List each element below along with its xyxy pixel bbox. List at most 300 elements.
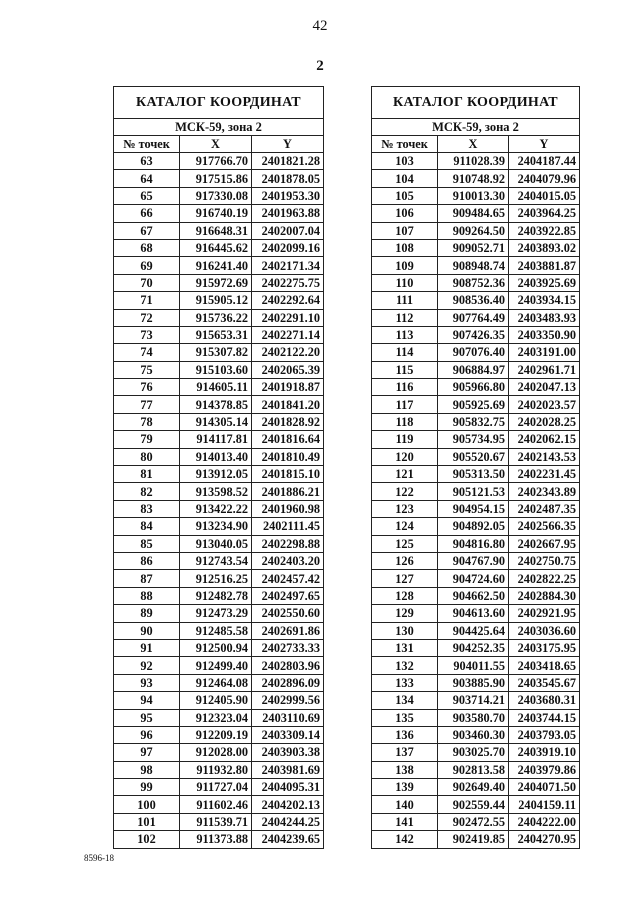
x-coordinate-cell: 906884.97 — [438, 361, 509, 378]
catalog-title: КАТАЛОГ КООРДИНАТ — [114, 87, 324, 119]
y-coordinate-cell: 2402298.88 — [252, 535, 324, 552]
x-coordinate-cell: 905313.50 — [438, 466, 509, 483]
point-number-cell: 124 — [372, 518, 438, 535]
table-row — [114, 605, 324, 622]
point-number-cell: 63 — [114, 153, 180, 170]
x-coordinate-cell: 917766.70 — [180, 153, 252, 170]
y-coordinate-cell: 2403925.69 — [509, 274, 580, 291]
y-coordinate-cell: 2402457.42 — [252, 570, 324, 587]
y-coordinate-cell: 2404270.95 — [509, 831, 580, 848]
y-coordinate-cell: 2401816.64 — [252, 431, 324, 448]
table-row — [114, 153, 324, 170]
point-number-cell: 135 — [372, 709, 438, 726]
coordinate-system-label: МСК-59, зона 2 — [114, 119, 324, 136]
x-coordinate-cell: 911373.88 — [180, 831, 252, 848]
page-number: 42 — [312, 18, 328, 34]
x-coordinate-cell: 904954.15 — [438, 500, 509, 517]
document-code: 8596-18 — [84, 853, 114, 863]
x-coordinate-cell: 917330.08 — [180, 187, 252, 204]
point-number-cell: 71 — [114, 292, 180, 309]
point-number-cell: 92 — [114, 657, 180, 674]
point-number-cell: 103 — [372, 153, 438, 170]
y-coordinate-cell: 2401841.20 — [252, 396, 324, 413]
point-number-cell: 121 — [372, 466, 438, 483]
point-number-cell: 70 — [114, 274, 180, 291]
x-coordinate-cell: 903714.21 — [438, 692, 509, 709]
y-coordinate-cell: 2404239.65 — [252, 831, 324, 848]
column-header-point-number: № точек — [114, 136, 180, 153]
table-row — [114, 379, 324, 396]
point-number-cell: 125 — [372, 535, 438, 552]
y-coordinate-cell: 2403981.69 — [252, 761, 324, 778]
table-row — [114, 779, 324, 796]
point-number-cell: 120 — [372, 448, 438, 465]
y-coordinate-cell: 2403919.10 — [509, 744, 580, 761]
y-coordinate-cell: 2403893.02 — [509, 239, 580, 256]
table-row — [372, 813, 580, 830]
x-coordinate-cell: 905925.69 — [438, 396, 509, 413]
y-coordinate-cell: 2402231.45 — [509, 466, 580, 483]
table-row — [114, 431, 324, 448]
x-coordinate-cell: 912473.29 — [180, 605, 252, 622]
y-coordinate-cell: 2402733.33 — [252, 639, 324, 656]
x-coordinate-cell: 914305.14 — [180, 413, 252, 430]
x-coordinate-cell: 908948.74 — [438, 257, 509, 274]
x-coordinate-cell: 911539.71 — [180, 813, 252, 830]
point-number-cell: 132 — [372, 657, 438, 674]
table-row — [372, 796, 580, 813]
point-number-cell: 108 — [372, 239, 438, 256]
y-coordinate-cell: 2403922.85 — [509, 222, 580, 239]
point-number-cell: 113 — [372, 326, 438, 343]
x-coordinate-cell: 907076.40 — [438, 344, 509, 361]
y-coordinate-cell: 2402691.86 — [252, 622, 324, 639]
table-row — [372, 187, 580, 204]
point-number-cell: 73 — [114, 326, 180, 343]
y-coordinate-cell: 2401918.87 — [252, 379, 324, 396]
table-row — [114, 709, 324, 726]
y-coordinate-cell: 2404222.00 — [509, 813, 580, 830]
x-coordinate-cell: 911727.04 — [180, 779, 252, 796]
point-number-cell: 98 — [114, 761, 180, 778]
x-coordinate-cell: 915103.60 — [180, 361, 252, 378]
point-number-cell: 115 — [372, 361, 438, 378]
table-row — [114, 622, 324, 639]
y-coordinate-cell: 2404071.50 — [509, 779, 580, 796]
point-number-cell: 114 — [372, 344, 438, 361]
x-coordinate-cell: 904816.80 — [438, 535, 509, 552]
y-coordinate-cell: 2402822.25 — [509, 570, 580, 587]
point-number-cell: 90 — [114, 622, 180, 639]
table-row — [372, 570, 580, 587]
table-row — [372, 361, 580, 378]
column-header-y: Y — [252, 136, 324, 153]
y-coordinate-cell: 2402896.09 — [252, 674, 324, 691]
coordinate-system-label: МСК-59, зона 2 — [372, 119, 580, 136]
x-coordinate-cell: 908536.40 — [438, 292, 509, 309]
x-coordinate-cell: 905121.53 — [438, 483, 509, 500]
point-number-cell: 142 — [372, 831, 438, 848]
y-coordinate-cell: 2402292.64 — [252, 292, 324, 309]
column-header-x: X — [180, 136, 252, 153]
point-number-cell: 139 — [372, 779, 438, 796]
x-coordinate-cell: 905966.80 — [438, 379, 509, 396]
table-row — [114, 552, 324, 569]
y-coordinate-cell: 2403744.15 — [509, 709, 580, 726]
point-number-cell: 77 — [114, 396, 180, 413]
y-coordinate-cell: 2403903.38 — [252, 744, 324, 761]
coordinate-catalog-table-right — [371, 86, 580, 849]
y-coordinate-cell: 2403418.65 — [509, 657, 580, 674]
table-row — [372, 483, 580, 500]
x-coordinate-cell: 903025.70 — [438, 744, 509, 761]
x-coordinate-cell: 912209.19 — [180, 726, 252, 743]
point-number-cell: 100 — [114, 796, 180, 813]
y-coordinate-cell: 2402961.71 — [509, 361, 580, 378]
x-coordinate-cell: 914378.85 — [180, 396, 252, 413]
x-coordinate-cell: 912499.40 — [180, 657, 252, 674]
table-row — [114, 761, 324, 778]
y-coordinate-cell: 2403309.14 — [252, 726, 324, 743]
y-coordinate-cell: 2402007.04 — [252, 222, 324, 239]
point-number-cell: 137 — [372, 744, 438, 761]
x-coordinate-cell: 911932.80 — [180, 761, 252, 778]
table-row — [114, 692, 324, 709]
table-row — [372, 692, 580, 709]
x-coordinate-cell: 915653.31 — [180, 326, 252, 343]
point-number-cell: 81 — [114, 466, 180, 483]
y-coordinate-cell: 2402062.15 — [509, 431, 580, 448]
y-coordinate-cell: 2402550.60 — [252, 605, 324, 622]
point-number-cell: 69 — [114, 257, 180, 274]
table-row — [114, 361, 324, 378]
table-row — [114, 239, 324, 256]
x-coordinate-cell: 903580.70 — [438, 709, 509, 726]
table-row — [114, 813, 324, 830]
point-number-cell: 67 — [114, 222, 180, 239]
x-coordinate-cell: 910013.30 — [438, 187, 509, 204]
point-number-cell: 79 — [114, 431, 180, 448]
x-coordinate-cell: 914117.81 — [180, 431, 252, 448]
table-row — [372, 292, 580, 309]
x-coordinate-cell: 913234.90 — [180, 518, 252, 535]
point-number-cell: 86 — [114, 552, 180, 569]
x-coordinate-cell: 912323.04 — [180, 709, 252, 726]
y-coordinate-cell: 2403545.67 — [509, 674, 580, 691]
x-coordinate-cell: 912743.54 — [180, 552, 252, 569]
point-number-cell: 111 — [372, 292, 438, 309]
point-number-cell: 138 — [372, 761, 438, 778]
point-number-cell: 133 — [372, 674, 438, 691]
y-coordinate-cell: 2402487.35 — [509, 500, 580, 517]
point-number-cell: 141 — [372, 813, 438, 830]
point-number-cell: 119 — [372, 431, 438, 448]
x-coordinate-cell: 913598.52 — [180, 483, 252, 500]
table-row — [372, 170, 580, 187]
table-row — [114, 274, 324, 291]
point-number-cell: 75 — [114, 361, 180, 378]
table-row — [372, 379, 580, 396]
y-coordinate-cell: 2401960.98 — [252, 500, 324, 517]
table-row — [114, 205, 324, 222]
x-coordinate-cell: 911602.46 — [180, 796, 252, 813]
table-row — [372, 466, 580, 483]
y-coordinate-cell: 2402028.25 — [509, 413, 580, 430]
table-row — [114, 466, 324, 483]
table-row — [114, 796, 324, 813]
y-coordinate-cell: 2402099.16 — [252, 239, 324, 256]
y-coordinate-cell: 2402884.30 — [509, 587, 580, 604]
point-number-cell: 140 — [372, 796, 438, 813]
x-coordinate-cell: 914013.40 — [180, 448, 252, 465]
table-row — [114, 726, 324, 743]
table-row — [372, 831, 580, 848]
point-number-cell: 122 — [372, 483, 438, 500]
point-number-cell: 87 — [114, 570, 180, 587]
x-coordinate-cell: 909264.50 — [438, 222, 509, 239]
x-coordinate-cell: 905734.95 — [438, 431, 509, 448]
y-coordinate-cell: 2403964.25 — [509, 205, 580, 222]
x-coordinate-cell: 903885.90 — [438, 674, 509, 691]
x-coordinate-cell: 904767.90 — [438, 552, 509, 569]
x-coordinate-cell: 913912.05 — [180, 466, 252, 483]
y-coordinate-cell: 2401821.28 — [252, 153, 324, 170]
x-coordinate-cell: 902472.55 — [438, 813, 509, 830]
table-row — [372, 309, 580, 326]
x-coordinate-cell: 902813.58 — [438, 761, 509, 778]
table-row — [114, 535, 324, 552]
table-row — [372, 257, 580, 274]
point-number-cell: 94 — [114, 692, 180, 709]
x-coordinate-cell: 907426.35 — [438, 326, 509, 343]
point-number-cell: 123 — [372, 500, 438, 517]
x-coordinate-cell: 909052.71 — [438, 239, 509, 256]
x-coordinate-cell: 909484.65 — [438, 205, 509, 222]
y-coordinate-cell: 2401828.92 — [252, 413, 324, 430]
x-coordinate-cell: 916445.62 — [180, 239, 252, 256]
x-coordinate-cell: 912464.08 — [180, 674, 252, 691]
point-number-cell: 64 — [114, 170, 180, 187]
y-coordinate-cell: 2403881.87 — [509, 257, 580, 274]
y-coordinate-cell: 2402803.96 — [252, 657, 324, 674]
point-number-cell: 106 — [372, 205, 438, 222]
y-coordinate-cell: 2402143.53 — [509, 448, 580, 465]
point-number-cell: 136 — [372, 726, 438, 743]
point-number-cell: 93 — [114, 674, 180, 691]
point-number-cell: 104 — [372, 170, 438, 187]
table-row — [372, 396, 580, 413]
x-coordinate-cell: 904662.50 — [438, 587, 509, 604]
table-row — [372, 709, 580, 726]
point-number-cell: 96 — [114, 726, 180, 743]
point-number-cell: 99 — [114, 779, 180, 796]
x-coordinate-cell: 904011.55 — [438, 657, 509, 674]
table-row — [114, 587, 324, 604]
x-coordinate-cell: 917515.86 — [180, 170, 252, 187]
table-row — [114, 309, 324, 326]
y-coordinate-cell: 2402921.95 — [509, 605, 580, 622]
table-row — [372, 413, 580, 430]
table-row — [372, 674, 580, 691]
table-row — [114, 570, 324, 587]
y-coordinate-cell: 2401963.88 — [252, 205, 324, 222]
y-coordinate-cell: 2402111.45 — [252, 518, 324, 535]
table-row — [372, 344, 580, 361]
y-coordinate-cell: 2403350.90 — [509, 326, 580, 343]
point-number-cell: 116 — [372, 379, 438, 396]
table-row — [372, 431, 580, 448]
x-coordinate-cell: 913040.05 — [180, 535, 252, 552]
x-coordinate-cell: 915905.12 — [180, 292, 252, 309]
x-coordinate-cell: 904252.35 — [438, 639, 509, 656]
table-row — [372, 605, 580, 622]
y-coordinate-cell: 2404244.25 — [252, 813, 324, 830]
table-row — [114, 292, 324, 309]
column-header-point-number: № точек — [372, 136, 438, 153]
x-coordinate-cell: 916740.19 — [180, 205, 252, 222]
x-coordinate-cell: 915307.82 — [180, 344, 252, 361]
x-coordinate-cell: 902649.40 — [438, 779, 509, 796]
table-row — [372, 622, 580, 639]
y-coordinate-cell: 2402047.13 — [509, 379, 580, 396]
x-coordinate-cell: 904724.60 — [438, 570, 509, 587]
x-coordinate-cell: 903460.30 — [438, 726, 509, 743]
y-coordinate-cell: 2401810.49 — [252, 448, 324, 465]
point-number-cell: 80 — [114, 448, 180, 465]
y-coordinate-cell: 2402497.65 — [252, 587, 324, 604]
table-body — [372, 153, 580, 849]
y-coordinate-cell: 2402171.34 — [252, 257, 324, 274]
point-number-cell: 110 — [372, 274, 438, 291]
table-row — [372, 552, 580, 569]
x-coordinate-cell: 916648.31 — [180, 222, 252, 239]
point-number-cell: 95 — [114, 709, 180, 726]
y-coordinate-cell: 2403175.95 — [509, 639, 580, 656]
x-coordinate-cell: 910748.92 — [438, 170, 509, 187]
table-row — [114, 448, 324, 465]
point-number-cell: 131 — [372, 639, 438, 656]
table-row — [372, 726, 580, 743]
y-coordinate-cell: 2403793.05 — [509, 726, 580, 743]
x-coordinate-cell: 914605.11 — [180, 379, 252, 396]
point-number-cell: 65 — [114, 187, 180, 204]
y-coordinate-cell: 2403036.60 — [509, 622, 580, 639]
y-coordinate-cell: 2404187.44 — [509, 153, 580, 170]
table-row — [114, 831, 324, 848]
table-row — [114, 639, 324, 656]
table-row — [114, 396, 324, 413]
table-body — [114, 153, 324, 849]
x-coordinate-cell: 902559.44 — [438, 796, 509, 813]
column-header-y: Y — [509, 136, 580, 153]
x-coordinate-cell: 912485.58 — [180, 622, 252, 639]
table-row — [372, 222, 580, 239]
table-row — [114, 518, 324, 535]
table-row — [372, 587, 580, 604]
table-row — [372, 761, 580, 778]
table-row — [372, 274, 580, 291]
table-row — [114, 483, 324, 500]
table-row — [114, 187, 324, 204]
y-coordinate-cell: 2402750.75 — [509, 552, 580, 569]
x-coordinate-cell: 912500.94 — [180, 639, 252, 656]
coordinate-catalog-table-left — [113, 86, 324, 849]
y-coordinate-cell: 2403680.31 — [509, 692, 580, 709]
y-coordinate-cell: 2402667.95 — [509, 535, 580, 552]
point-number-cell: 127 — [372, 570, 438, 587]
y-coordinate-cell: 2401815.10 — [252, 466, 324, 483]
table-row — [114, 674, 324, 691]
y-coordinate-cell: 2402343.89 — [509, 483, 580, 500]
y-coordinate-cell: 2404095.31 — [252, 779, 324, 796]
point-number-cell: 72 — [114, 309, 180, 326]
y-coordinate-cell: 2402065.39 — [252, 361, 324, 378]
point-number-cell: 76 — [114, 379, 180, 396]
y-coordinate-cell: 2403191.00 — [509, 344, 580, 361]
x-coordinate-cell: 904613.60 — [438, 605, 509, 622]
y-coordinate-cell: 2402275.75 — [252, 274, 324, 291]
y-coordinate-cell: 2402291.10 — [252, 309, 324, 326]
x-coordinate-cell: 908752.36 — [438, 274, 509, 291]
y-coordinate-cell: 2401886.21 — [252, 483, 324, 500]
catalog-title: КАТАЛОГ КООРДИНАТ — [372, 87, 580, 119]
point-number-cell: 130 — [372, 622, 438, 639]
x-coordinate-cell: 905520.67 — [438, 448, 509, 465]
table-row — [372, 205, 580, 222]
y-coordinate-cell: 2403979.86 — [509, 761, 580, 778]
table-row — [114, 170, 324, 187]
table-row — [114, 344, 324, 361]
y-coordinate-cell: 2402999.56 — [252, 692, 324, 709]
table-row — [372, 518, 580, 535]
point-number-cell: 128 — [372, 587, 438, 604]
table-row — [372, 239, 580, 256]
table-row — [372, 448, 580, 465]
y-coordinate-cell: 2401953.30 — [252, 187, 324, 204]
sub-page-number: 2 — [316, 58, 324, 74]
point-number-cell: 84 — [114, 518, 180, 535]
table-row — [114, 326, 324, 343]
y-coordinate-cell: 2402566.35 — [509, 518, 580, 535]
y-coordinate-cell: 2404202.13 — [252, 796, 324, 813]
y-coordinate-cell: 2404159.11 — [509, 796, 580, 813]
table-row — [114, 657, 324, 674]
point-number-cell: 117 — [372, 396, 438, 413]
x-coordinate-cell: 912482.78 — [180, 587, 252, 604]
point-number-cell: 88 — [114, 587, 180, 604]
y-coordinate-cell: 2402403.20 — [252, 552, 324, 569]
x-coordinate-cell: 916241.40 — [180, 257, 252, 274]
point-number-cell: 74 — [114, 344, 180, 361]
point-number-cell: 78 — [114, 413, 180, 430]
x-coordinate-cell: 912405.90 — [180, 692, 252, 709]
table-row — [114, 257, 324, 274]
x-coordinate-cell: 915972.69 — [180, 274, 252, 291]
table-row — [372, 500, 580, 517]
point-number-cell: 129 — [372, 605, 438, 622]
x-coordinate-cell: 905832.75 — [438, 413, 509, 430]
y-coordinate-cell: 2402023.57 — [509, 396, 580, 413]
y-coordinate-cell: 2404015.05 — [509, 187, 580, 204]
point-number-cell: 83 — [114, 500, 180, 517]
point-number-cell: 68 — [114, 239, 180, 256]
column-header-x: X — [438, 136, 509, 153]
x-coordinate-cell: 912028.00 — [180, 744, 252, 761]
table-row — [372, 153, 580, 170]
point-number-cell: 102 — [114, 831, 180, 848]
point-number-cell: 101 — [114, 813, 180, 830]
table-row — [372, 657, 580, 674]
